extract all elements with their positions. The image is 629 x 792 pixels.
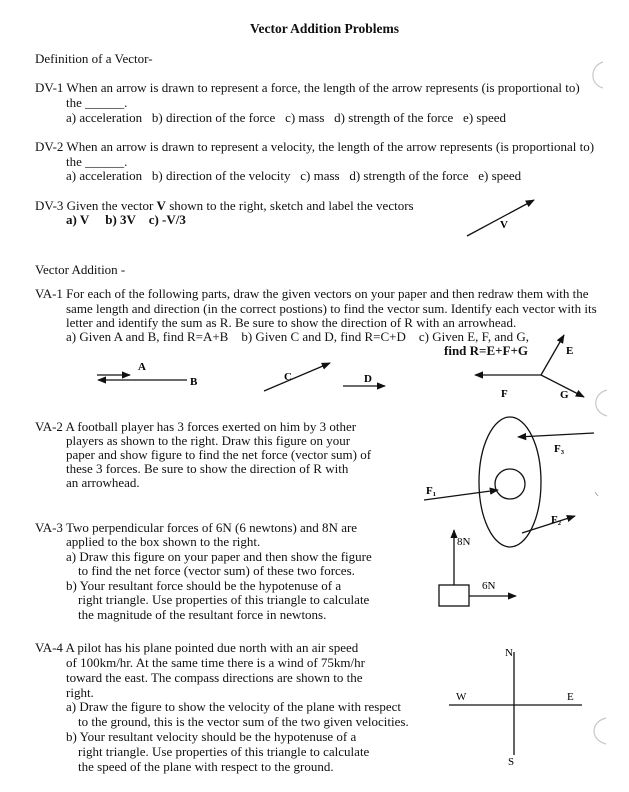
va2-line3: paper and show figure to find the net force (vector sum) of — [66, 447, 372, 462]
va4-line5: a) Draw the figure to show the velocity of the plane with respect — [66, 699, 401, 714]
punch-hole-mark-bottom — [594, 718, 606, 744]
va4-line1: VA-4 A pilot has his plane pointed due north with an air speed — [35, 640, 359, 655]
dv1-options: a) acceleration b) direction of the force c) mass d) strength of the force e) speed — [66, 110, 506, 125]
va3-box — [439, 585, 469, 606]
va3-label-8n: 8N — [457, 536, 471, 548]
dv3-label-v: V — [500, 219, 508, 231]
vector-addition-heading: Vector Addition - — [35, 262, 126, 277]
dv1-line2: the ______. — [66, 95, 128, 110]
va2-player-head — [495, 469, 525, 499]
va1-label-f: F — [501, 388, 508, 400]
va4-compass-n: N — [505, 647, 513, 659]
va1-line2: same length and direction (in the correct postions) to find the vector sum. Identify each vector with its — [66, 301, 597, 316]
va1-label-a: A — [138, 361, 146, 373]
dv2-line1: DV-2 When an arrow is drawn to represent a velocity, the length of the arrow represents (is proportional to) — [35, 139, 595, 154]
va1-line3: letter and identify the sum as R. Be sure to show the direction of R with an arrowhead. — [66, 315, 517, 330]
va4-line6: to the ground, this is the vector sum of the two given velocities. — [78, 714, 409, 729]
definition-heading: Definition of a Vector- — [35, 51, 153, 66]
va2-label-f3: F₃ — [554, 443, 565, 455]
va2-scan-speck — [595, 492, 598, 496]
va1-line1: VA-1 For each of the following parts, draw the given vectors on your paper and then redraw them with the — [35, 286, 589, 301]
va1-label-c: C — [284, 371, 292, 383]
page-title: Vector Addition Problems — [250, 21, 400, 36]
va3-line3: a) Draw this figure on your paper and then show the figure — [66, 549, 372, 564]
va4-line2: of 100km/hr. At the same time there is a wind of 75km/hr — [66, 655, 365, 670]
va2-line5: an arrowhead. — [66, 475, 140, 490]
dv3-options: a) V b) 3V c) -V/3 — [66, 212, 186, 227]
dv1-line1: DV-1 When an arrow is drawn to represent a force, the length of the arrow represents (is proportional to) — [35, 80, 580, 95]
punch-hole-mark-middle — [596, 390, 607, 416]
va1-parts2: find R=E+F+G — [444, 343, 528, 358]
va4-line7: b) Your resultant velocity should be the hypotenuse of a — [66, 729, 357, 744]
va1-label-e: E — [566, 345, 574, 357]
va3-line1: VA-3 Two perpendicular forces of 6N (6 newtons) and 8N are — [35, 520, 358, 535]
va1-parts: a) Given A and B, find R=A+B b) Given C and D, find R=C+D c) Given E, F, and G, — [66, 329, 530, 344]
dv3-line1: DV-3 Given the vector V shown to the right, sketch and label the vectors — [35, 198, 414, 213]
va2-label-f2: F₂ — [551, 514, 562, 526]
va1-vector-c — [264, 363, 330, 391]
va3-line4: to find the net force (vector sum) of these two forces. — [78, 563, 355, 578]
va4-line8: right triangle. Use properties of this triangle to calculate — [78, 744, 370, 759]
va3-label-6n: 6N — [482, 580, 496, 592]
va4-compass-w: W — [456, 691, 467, 703]
va1-vector-e — [541, 335, 564, 375]
dv2-line2: the ______. — [66, 154, 128, 169]
va3-line5: b) Your resultant force should be the hypotenuse of a — [66, 578, 342, 593]
va4-compass-e: E — [567, 691, 574, 703]
va3-line6: right triangle. Use properties of this triangle to calculate — [78, 592, 370, 607]
va1-label-g: G — [560, 389, 569, 401]
punch-hole-mark-top — [593, 62, 603, 88]
va2-label-f1: F₁ — [426, 485, 437, 497]
va4-line4: right. — [66, 685, 94, 700]
va2-vector-f3 — [518, 433, 594, 437]
va3-line2: applied to the box shown to the right. — [66, 534, 261, 549]
va2-line1: VA-2 A football player has 3 forces exerted on him by 3 other — [35, 419, 357, 434]
va2-line2: players as shown to the right. Draw this figure on your — [66, 433, 351, 448]
va4-line9: the speed of the plane with respect to the ground. — [78, 759, 334, 774]
va2-vector-f2 — [522, 516, 575, 533]
dv2-options: a) acceleration b) direction of the velocity c) mass d) strength of the force e) speed — [66, 168, 522, 183]
va3-line7: the magnitude of the resultant force in newtons. — [78, 607, 327, 622]
va1-label-b: B — [190, 376, 198, 388]
va4-line3: toward the east. The compass directions are shown to the — [66, 670, 363, 685]
va1-label-d: D — [364, 373, 372, 385]
va4-compass-s: S — [508, 756, 515, 768]
va2-line4: these 3 forces. Be sure to show the direction of R with — [66, 461, 349, 476]
